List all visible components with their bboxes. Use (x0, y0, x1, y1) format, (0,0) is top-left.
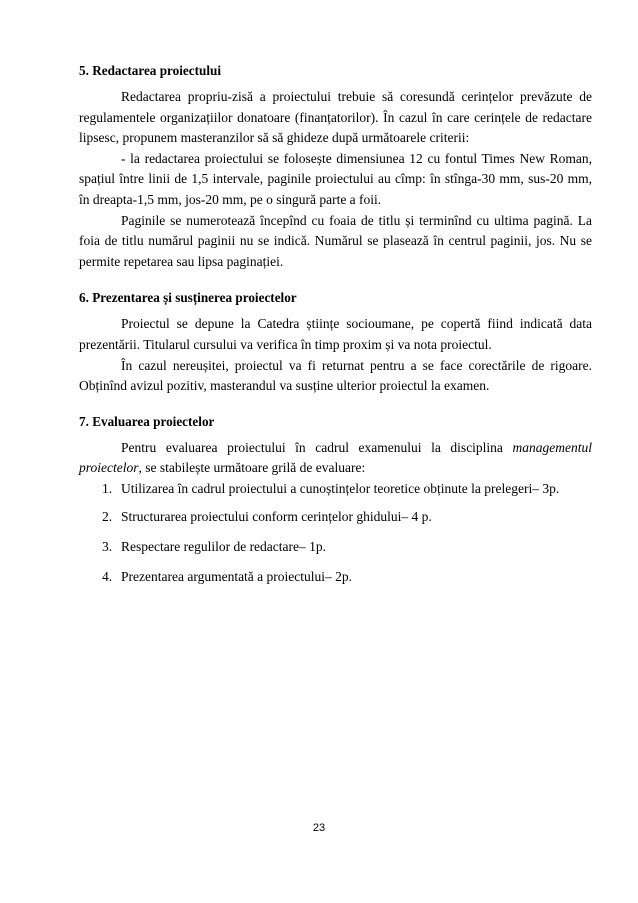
paragraph: Proiectul se depune la Catedra științe socioumane, pe copertă fiind indicată data prezentării. Titularul cursului va verifica în timp proxim și va nota proiectul. (79, 316, 592, 352)
list-item-text: Structurarea proiectului conform cerințelor ghidului– 4 p. (121, 508, 432, 524)
list-item-number: 3. (102, 538, 113, 554)
list-item-number: 2. (102, 508, 113, 524)
paragraph: Redactarea propriu-zisă a proiectului trebuie să coresundă cerințelor prevăzute de regulamentele organizațiilor donatoare (finanțatorilor). În cazul în care cerințele de redactare lipsesc, propunem masteranzilor să să ghideze după următoarele criterii: (79, 89, 592, 146)
page-content (79, 56, 592, 597)
paragraph: În cazul nereușitei, proiectul va fi returnat pentru a se face corectările de rigoare. Obținînd avizul pozitiv, masterandul va susține ulterior proiectul la examen. (79, 357, 592, 394)
list-item (79, 507, 592, 527)
list-item-text: Prezentarea argumentată a proiectului– 2p. (121, 568, 353, 584)
evaluation-criteria-list (79, 479, 592, 587)
section-heading-5: 5. Redactarea proiectului (79, 63, 221, 78)
section-5-body (79, 87, 592, 272)
list-item-number: 4. (102, 568, 113, 584)
evaluation-intro (79, 438, 592, 479)
list-item-number: 1. (102, 480, 113, 496)
section-heading-7: 7. Evaluarea proiectelor (79, 413, 215, 429)
section-heading-6: 6. Prezentarea și susținerea proiectelor (79, 290, 297, 306)
section-6-body (79, 314, 592, 396)
paragraph: - la redactarea proiectului se folosește dimensiunea 12 cu fontul Times New Roman, spațiul între linii de 1,5 intervale, paginile proiectului au cîmp: în stînga-30 mm, sus-20 mm, în dreapta-1,5 mm, jos-20 mm, pe o singură parte a foii. (79, 150, 592, 207)
section-7-body (79, 438, 592, 587)
page-number: 23 (312, 822, 326, 834)
list-item (79, 567, 592, 587)
list-item-text: Utilizarea în cadrul proiectului a cunoștințelor teoretice obținute la prelegeri– 3p. (121, 480, 560, 496)
course-name: managementul proiectelor (79, 439, 592, 476)
list-item-text: Respectare regulilor de redactare– 1p. (121, 538, 327, 554)
intro-text-after: , se stabilește următoare grilă de evaluare: (138, 460, 366, 476)
list-item (79, 479, 592, 499)
paragraph: Paginile se numerotează începînd cu foaia de titlu și terminînd cu ultima pagină. La foia de titlu numărul paginii nu se indică. Numărul se plasează în centrul paginii, jos. Nu se permite repetarea sau lipsa paginației. (79, 212, 592, 269)
list-item (79, 537, 592, 557)
intro-text-before: Pentru evaluarea proiectului în cadrul examenului la disciplina (121, 439, 513, 455)
